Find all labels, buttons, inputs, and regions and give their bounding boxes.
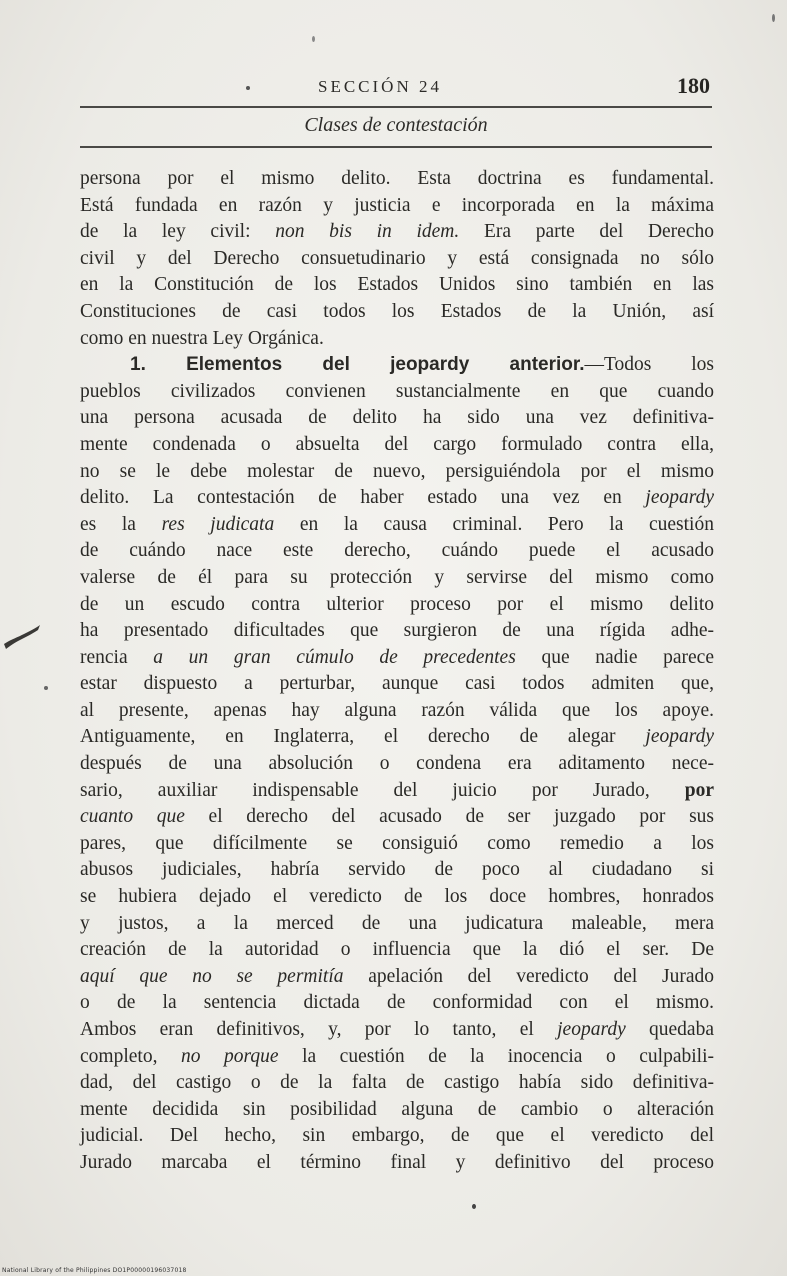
- text-segment: de un escudo contra ulterior proceso por el mismo delito: [80, 593, 714, 615]
- text-line: [80, 831, 714, 858]
- text-segment: abusos judiciales, habría servido de poco al ciudadano si: [80, 859, 714, 881]
- text-segment: Jurado marcaba el término final y definitivo del proceso: [80, 1151, 714, 1173]
- text-line: [80, 1017, 714, 1044]
- text-line: [80, 538, 714, 565]
- section-label: SECCIÓN 24: [318, 77, 442, 96]
- text-line: [80, 1150, 714, 1177]
- text-segment: en la Constitución de los Estados Unidos sino también en las: [80, 274, 714, 296]
- text-line: [80, 990, 714, 1017]
- text-segment: civil y del Derecho consuetudinario y está consignada no sólo: [80, 247, 714, 269]
- text-segment: quedaba: [625, 1019, 714, 1040]
- text-segment: non bis in idem.: [275, 221, 460, 243]
- text-segment: no porque: [180, 1045, 279, 1067]
- text-segment: la cuestión de la inocencia o culpabili-: [278, 1045, 714, 1067]
- text-segment: valerse de él para su protección y servirse del mismo como: [80, 566, 714, 588]
- text-line: [80, 618, 714, 645]
- body-text: [80, 166, 714, 1177]
- text-segment: y justos, a la merced de una judicatura maleable, mera: [80, 912, 714, 934]
- text-line: [80, 219, 714, 246]
- text-segment: rencia: [80, 646, 154, 668]
- text-segment: que nadie parece: [515, 646, 714, 668]
- text-segment: en la causa criminal. Pero la cuestión: [274, 513, 714, 535]
- text-line: [80, 326, 714, 353]
- text-segment: como en nuestra Ley Orgánica.: [80, 327, 324, 349]
- text-segment: no se le debe molestar de nuevo, persiguiéndola por el mismo: [80, 460, 714, 482]
- text-line: [80, 1044, 714, 1071]
- text-line: [80, 405, 714, 432]
- text-line: [80, 352, 714, 379]
- text-segment: de cuándo nace este derecho, cuándo puede el acusado: [80, 540, 714, 562]
- text-segment: judicial. Del hecho, sin embargo, de que el veredicto del: [80, 1125, 714, 1147]
- text-segment: Está fundada en razón y justicia e incorporada en la máxima: [80, 194, 714, 216]
- text-line: [80, 884, 714, 911]
- text-segment: completo,: [80, 1045, 181, 1067]
- text-line: [80, 751, 714, 778]
- text-line: [80, 1097, 714, 1124]
- text-segment: apelación del veredicto del Jurado: [343, 965, 714, 987]
- text-line: [80, 1123, 714, 1150]
- header-rule-top: [80, 106, 712, 108]
- text-segment: aquí que no se permitía: [80, 965, 344, 987]
- text-segment: res judicata: [161, 513, 275, 535]
- text-segment: cuanto que: [80, 806, 185, 828]
- text-segment: a un gran cúmulo de precedentes: [153, 646, 516, 668]
- text-segment: de la ley civil:: [80, 221, 276, 243]
- header-rule-bottom: [80, 146, 712, 148]
- text-line: [80, 512, 714, 539]
- text-segment: mente decidida sin posibilidad alguna de cambio o alteración: [80, 1098, 714, 1120]
- text-segment: o de la sentencia dictada de conformidad con el mismo.: [80, 992, 714, 1014]
- page-number: 180: [677, 73, 710, 98]
- running-header: [80, 72, 712, 106]
- text-segment: por: [684, 779, 714, 801]
- print-speck: [472, 1204, 476, 1209]
- text-line: [80, 193, 714, 220]
- text-segment: al presente, apenas hay alguna razón válida que los apoye.: [80, 699, 714, 721]
- text-segment: pueblos civilizados convienen sustancialmente en que cuando: [80, 380, 714, 402]
- text-line: [80, 299, 714, 326]
- text-line: [80, 724, 714, 751]
- text-line: [80, 857, 714, 884]
- text-segment: estar dispuesto a perturbar, aunque casi todos admiten que,: [80, 673, 714, 695]
- text-line: [80, 671, 714, 698]
- text-segment: ha presentado dificultades que surgieron de una rígida adhe-: [80, 620, 714, 642]
- text-line: [80, 272, 714, 299]
- text-line: [80, 804, 714, 831]
- text-segment: persona por el mismo delito. Esta doctrina es fundamental.: [80, 168, 714, 189]
- text-line: [80, 246, 714, 273]
- text-line: [80, 937, 714, 964]
- text-segment: el derecho del acusado de ser juzgado por sus: [184, 806, 714, 828]
- text-line: [80, 485, 714, 512]
- print-speck: [312, 36, 315, 42]
- text-line: [80, 459, 714, 486]
- text-line: [80, 964, 714, 991]
- text-segment: —Todos los: [584, 354, 714, 376]
- text-segment: una persona acusada de delito ha sido una vez definitiva-: [80, 407, 714, 429]
- text-line: [80, 565, 714, 592]
- text-segment: delito. La contestación de haber estado una vez en: [80, 487, 646, 509]
- text-segment: Ambos eran definitivos, y, por lo tanto, el: [80, 1019, 558, 1040]
- text-segment: sario, auxiliar indispensable del juicio por Jurado,: [80, 779, 685, 801]
- text-segment: después de una absolución o condena era aditamento nece-: [80, 753, 714, 775]
- scan-credit: National Library of the Philippines DO1P00000196037018: [2, 1267, 187, 1274]
- print-speck: [44, 686, 48, 690]
- section-heading: 1. Elementos del jeopardy anterior.: [130, 354, 585, 376]
- text-line: [80, 698, 714, 725]
- text-line: [80, 778, 714, 805]
- text-segment: Era parte del Derecho: [459, 221, 714, 243]
- chapter-subtitle: Clases de contestación: [304, 114, 488, 136]
- text-line: [80, 379, 714, 406]
- text-segment: mente condenada o absuelta del cargo formulado contra ella,: [80, 433, 714, 455]
- text-segment: Constituciones de casi todos los Estados de la Unión, así: [80, 300, 714, 322]
- text-segment: creación de la autoridad o influencia que la dió el ser. De: [80, 939, 714, 961]
- text-line: [80, 432, 714, 459]
- text-segment: jeopardy: [557, 1019, 626, 1040]
- text-segment: jeopardy: [645, 726, 714, 748]
- text-segment: jeopardy: [645, 487, 714, 509]
- text-segment: dad, del castigo o de la falta de castigo había sido definitiva-: [80, 1072, 714, 1094]
- text-segment: pares, que difícilmente se consiguió como remedio a los: [80, 832, 714, 854]
- text-segment: es la: [80, 513, 162, 535]
- text-line: [80, 166, 714, 193]
- text-line: [80, 1070, 714, 1097]
- print-speck: [772, 14, 775, 22]
- text-line: [80, 592, 714, 619]
- ink-blot-mark: [2, 622, 42, 652]
- text-segment: Antiguamente, en Inglaterra, el derecho de alegar: [80, 726, 646, 748]
- text-line: [80, 645, 714, 672]
- text-segment: se hubiera dejado el veredicto de los doce hombres, honrados: [80, 886, 714, 908]
- text-line: [80, 911, 714, 938]
